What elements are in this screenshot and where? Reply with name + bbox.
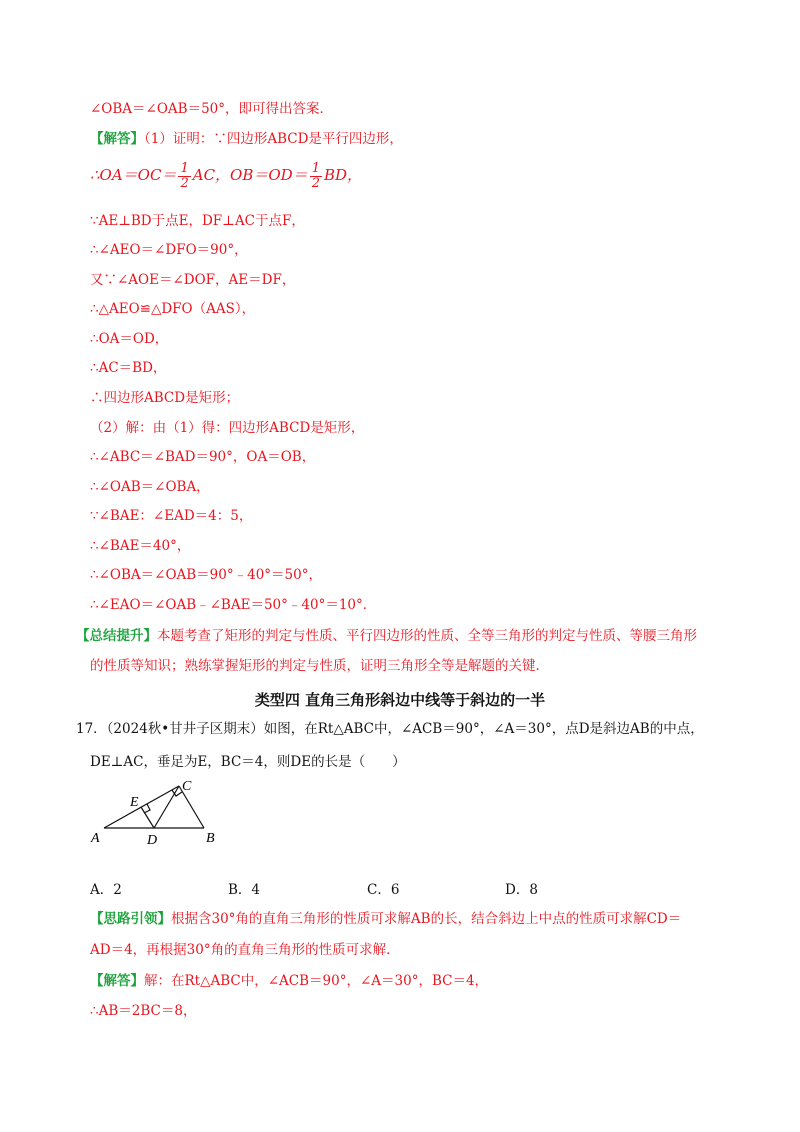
label-e: E [130, 795, 139, 810]
answer-2-line [90, 971, 488, 991]
text-line: ∴AC＝BD， [90, 360, 167, 376]
fraction-half-1: $\frac{1}{2}$ [180, 160, 189, 191]
question-17-line-2: DE⊥AC，垂足为E，BC＝4，则DE的长是（ ） [90, 754, 406, 770]
text-line: ∴∠AEO＝∠DFO＝90°， [90, 242, 248, 258]
segment-de [141, 807, 154, 828]
text-line: ∴△AEO≌△DFO（AAS）， [90, 301, 256, 317]
fraction-half-2: $\frac{1}{2}$ [311, 160, 320, 191]
answer-text: （1）证明：∵四边形ABCD是平行四边形， [144, 131, 403, 147]
median-cd [154, 786, 179, 828]
text-line: ∴∠OBA＝∠OAB＝90°﹣40°＝50°， [90, 567, 322, 583]
answer-2-text-2: ∴AB＝2BC＝8， [90, 1003, 197, 1019]
label-c: C [182, 780, 192, 794]
text-line: 又∵∠AOE＝∠DOF，AE＝DF， [90, 272, 296, 288]
option-a[interactable]: A．2 [90, 882, 122, 898]
text-line: ∴四边形ABCD是矩形； [90, 390, 240, 406]
text-line: ∴∠BAE＝40°， [90, 538, 191, 554]
label-a: A [91, 831, 100, 846]
question-17-line-1: 17．（2024秋•甘井子区期末）如图，在Rt△ABC中，∠ACB＝90°，∠A＝30°，点D是斜边AB的中点， [76, 721, 704, 737]
text-line: ∵AE⊥BD于点E，DF⊥AC于点F， [90, 213, 305, 229]
text-line: ∠OBA＝∠OAB＝50°，即可得出答案． [90, 101, 334, 117]
option-d[interactable]: D．8 [505, 882, 538, 898]
text-line: ∴∠EAO＝∠OAB﹣∠BAE＝50°﹣40°＝10°． [90, 597, 377, 613]
hint-line [90, 909, 681, 929]
hint-text-2: AD＝4，再根据30°角的直角三角形的性质可求解． [90, 942, 400, 958]
equation-line [90, 160, 362, 191]
summary-line [76, 626, 697, 646]
eq-part-2: AC，OB＝OD＝ [192, 166, 308, 184]
summary-text-2: 的性质等知识；熟练掌握矩形的判定与性质，证明三角形全等是解题的关键． [90, 658, 549, 674]
answer-2-tag: 【解答】 [90, 973, 144, 989]
answer-2-text-1: 解：在Rt△ABC中，∠ACB＝90°，∠A＝30°，BC＝4， [144, 973, 489, 989]
text-line: ∵∠BAE：∠EAD＝4：5， [90, 508, 253, 524]
summary-tag: 【总结提升】 [76, 628, 157, 644]
label-d: D [147, 833, 158, 848]
text-line: ∴∠OAB＝∠OBA， [90, 479, 210, 495]
eq-part-1: ∴OA＝OC＝ [90, 166, 177, 184]
answer-tag: 【解答】 [90, 131, 144, 147]
summary-text-1: 本题考查了矩形的判定与性质、平行四边形的性质、全等三角形的判定与性质、等腰三角形 [157, 628, 697, 644]
eq-part-3: BD， [323, 166, 363, 184]
hint-tag: 【思路引领】 [90, 911, 171, 927]
triangle-figure [88, 780, 248, 860]
answer-line [90, 129, 403, 149]
text-line: （2）解：由（1）得：四边形ABCD是矩形， [90, 420, 365, 436]
text-line: ∴∠ABC＝∠BAD＝90°，OA＝OB， [90, 449, 316, 465]
section-heading: 类型四 直角三角形斜边中线等于斜边的一半 [254, 691, 546, 709]
option-c[interactable]: C．6 [367, 882, 400, 898]
option-b[interactable]: B．4 [228, 882, 261, 898]
text-line: ∴OA＝OD， [90, 331, 169, 347]
hint-text-1: 根据含30°角的直角三角形的性质可求解AB的长，结合斜边上中点的性质可求解CD＝ [171, 911, 682, 927]
label-b: B [206, 831, 215, 846]
